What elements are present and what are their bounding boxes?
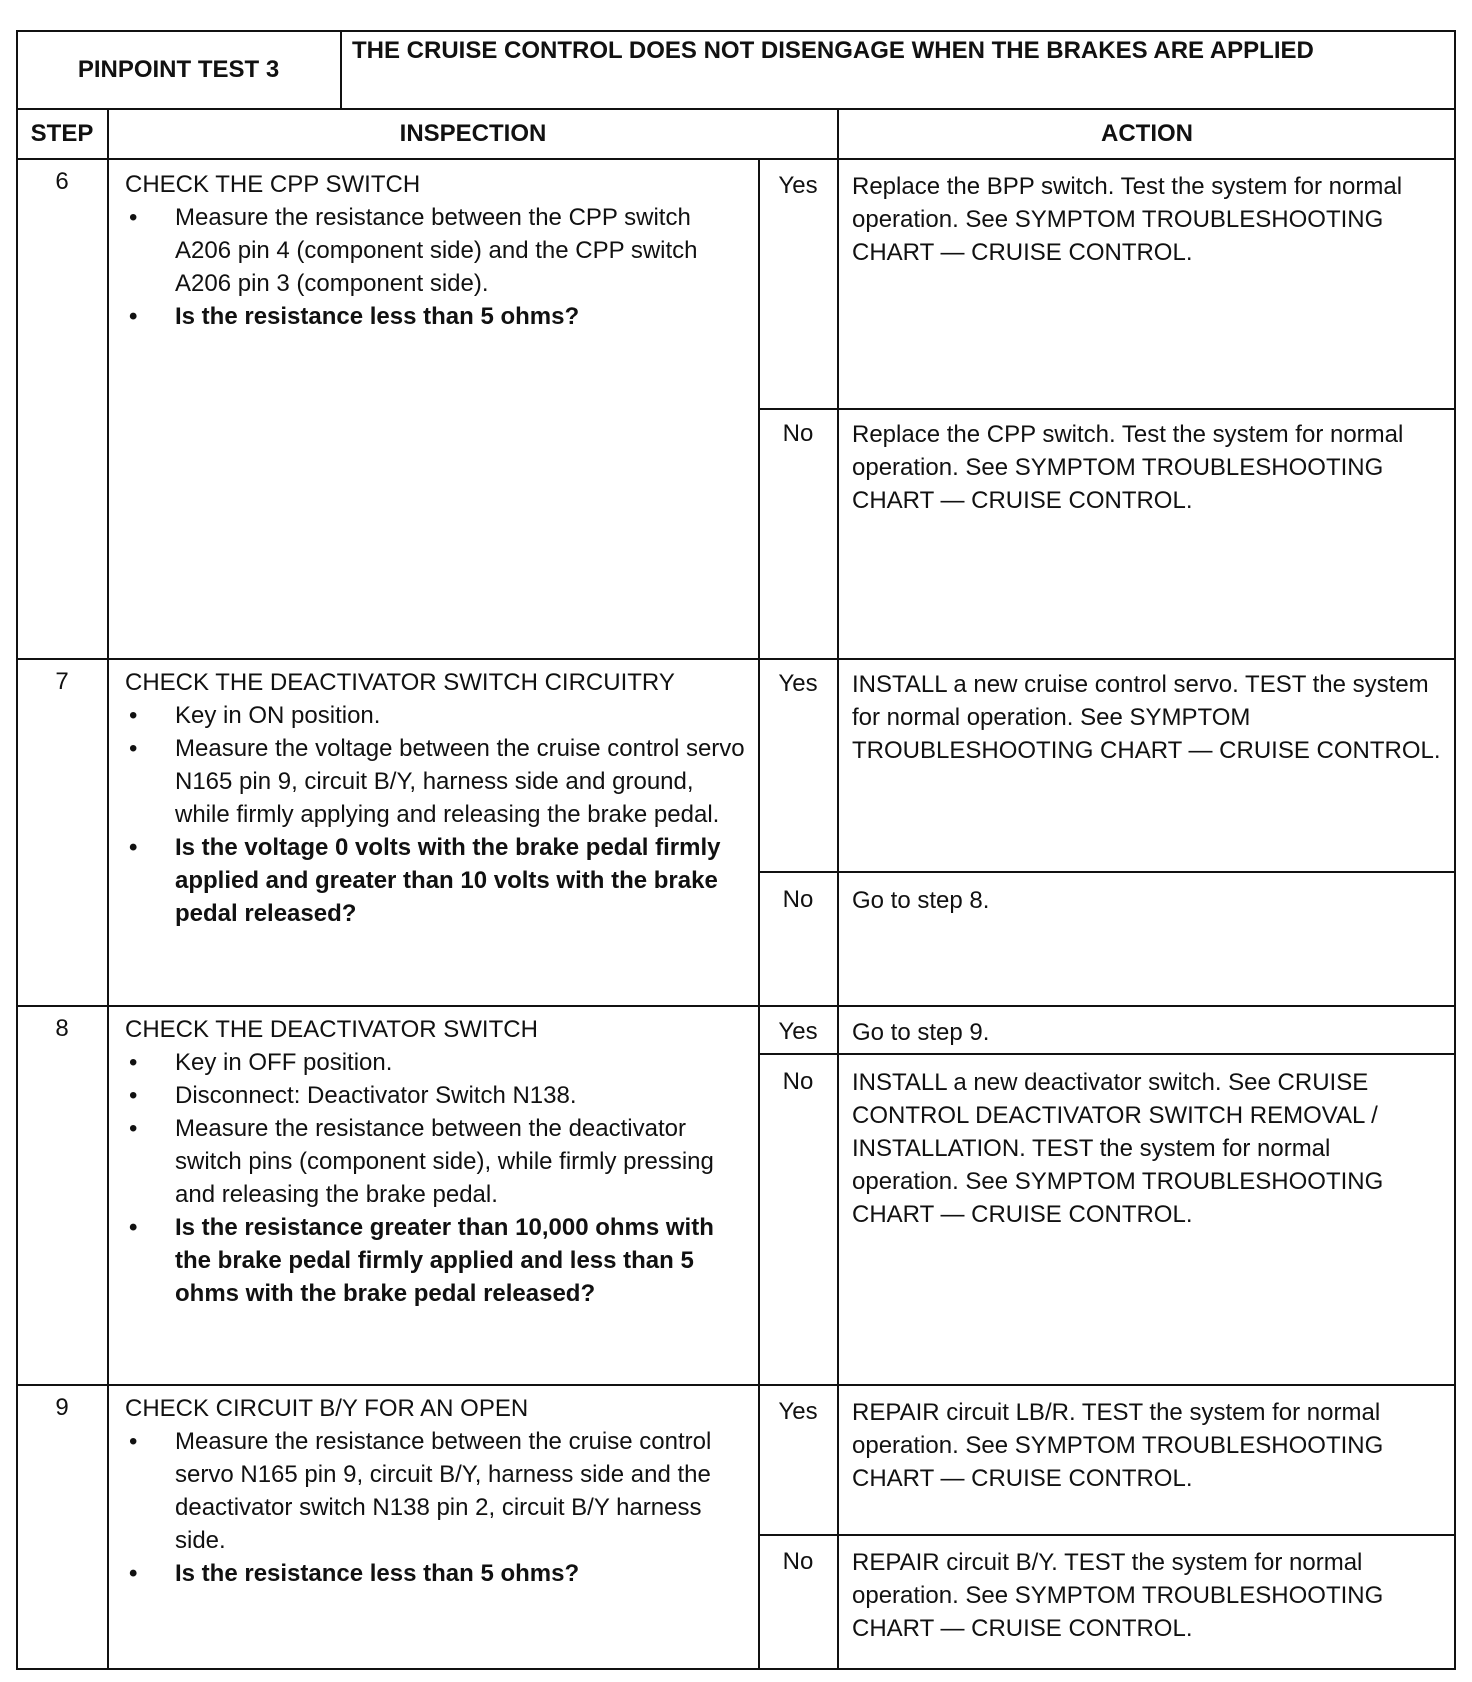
inspection-question: • Is the voltage 0 volts with the brake pedal firmly applied and greater than 10 volts with the brake pedal released?	[125, 831, 745, 930]
yes-action: Go to step 9.	[852, 1019, 990, 1046]
yes-action: REPAIR circuit LB/R. TEST the system for normal operation. See SYMPTOM TROUBLESHOOTING CHART — CRUISE CONTROL.	[852, 1399, 1384, 1492]
inspection-step-9	[125, 1392, 745, 1590]
yes-no-divider-8	[758, 1053, 1456, 1055]
no-action: Go to step 8.	[852, 887, 990, 914]
yes-action: INSTALL a new cruise control servo. TEST the system for normal operation. See SYMPTOM TROUBLESHOOTING CHART — CRUISE CONTROL.	[852, 671, 1441, 764]
inspection-bullet: • Measure the resistance between the cruise control servo N165 pin 9, circuit B/Y, harness side and the deactivator switch N138 pin 2, circuit B/Y harness side.	[125, 1425, 745, 1557]
test-label: PINPOINT TEST 3	[77, 56, 280, 83]
no-label: No	[782, 420, 814, 447]
row-divider-6-7	[16, 658, 1456, 660]
inspection-question: • Is the resistance less than 5 ohms?	[125, 300, 745, 333]
inspection-bullet: • Measure the voltage between the cruise control servo N165 pin 9, circuit B/Y, harness side and ground, while firmly applying and releasing the brake pedal.	[125, 732, 745, 831]
inspection-bullet: • Key in ON position.	[125, 699, 745, 732]
step-number: 8	[55, 1015, 69, 1042]
no-action: INSTALL a new deactivator switch. See CRUISE CONTROL DEACTIVATOR SWITCH REMOVAL / INSTALLATION. TEST the system for normal operation. See SYMPTOM TROUBLESHOOTING CHART — CRUISE CONTROL.	[852, 1069, 1384, 1228]
yes-no-divider-7	[758, 871, 1456, 873]
inspection-step-6	[125, 168, 745, 333]
inspection-title: CHECK THE CPP SWITCH	[125, 171, 421, 198]
yes-label: Yes	[778, 670, 818, 697]
no-action: Replace the CPP switch. Test the system for normal operation. See SYMPTOM TROUBLESHOOTING CHART — CRUISE CONTROL.	[852, 421, 1404, 514]
yes-action: Replace the BPP switch. Test the system for normal operation. See SYMPTOM TROUBLESHOOTING CHART — CRUISE CONTROL.	[852, 173, 1403, 266]
column-header-action: ACTION	[1101, 120, 1193, 147]
step-column-line	[107, 108, 109, 1670]
no-label: No	[782, 886, 814, 913]
row-divider-7-8	[16, 1005, 1456, 1007]
step-number: 9	[55, 1394, 69, 1421]
yes-no-divider-9	[758, 1534, 1456, 1536]
inspection-bullet: • Key in OFF position.	[125, 1046, 745, 1079]
header-divider	[16, 158, 1456, 160]
yes-no-divider-6	[758, 408, 1456, 410]
inspection-bullet: • Measure the resistance between the CPP switch A206 pin 4 (component side) and the CPP switch A206 pin 3 (component side).	[125, 201, 745, 300]
inspection-step-7	[125, 666, 745, 930]
action-column-line	[837, 108, 839, 1670]
inspection-bullet: • Disconnect: Deactivator Switch N138.	[125, 1079, 745, 1112]
step-number: 6	[55, 168, 69, 195]
yes-label: Yes	[778, 1018, 818, 1045]
yes-label: Yes	[778, 1398, 818, 1425]
column-header-inspection: INSPECTION	[399, 120, 547, 147]
step-number: 7	[55, 668, 69, 695]
no-label: No	[782, 1548, 814, 1575]
inspection-question: • Is the resistance less than 5 ohms?	[125, 1557, 745, 1590]
inspection-title: CHECK THE DEACTIVATOR SWITCH CIRCUITRY	[125, 669, 675, 696]
inspection-question: • Is the resistance greater than 10,000 ohms with the brake pedal firmly applied and less than 5 ohms with the brake pedal released?	[125, 1211, 745, 1310]
no-action: REPAIR circuit B/Y. TEST the system for normal operation. See SYMPTOM TROUBLESHOOTING CHART — CRUISE CONTROL.	[852, 1549, 1384, 1642]
no-label: No	[782, 1068, 814, 1095]
inspection-bullet: • Measure the resistance between the deactivator switch pins (component side), while firmly pressing and releasing the brake pedal.	[125, 1112, 745, 1211]
yes-label: Yes	[778, 172, 818, 199]
column-header-step: STEP	[30, 120, 94, 147]
row-divider-8-9	[16, 1384, 1456, 1386]
inspection-title: CHECK CIRCUIT B/Y FOR AN OPEN	[125, 1395, 529, 1422]
inspection-step-8	[125, 1013, 745, 1310]
inspection-title: CHECK THE DEACTIVATOR SWITCH	[125, 1016, 538, 1043]
test-title: THE CRUISE CONTROL DOES NOT DISENGAGE WHEN THE BRAKES ARE APPLIED	[352, 37, 1314, 64]
yes-no-column-line	[758, 158, 760, 1670]
